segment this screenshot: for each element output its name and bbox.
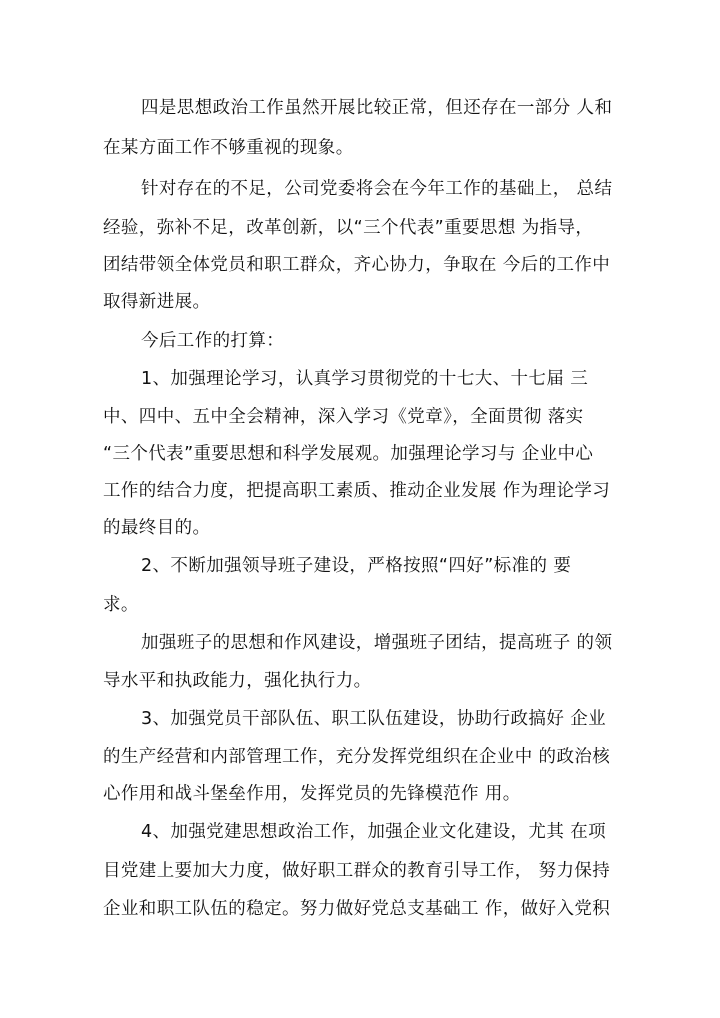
text-line: 四是思想政治工作虽然开展比较正常，但还存在一部分 人和 — [141, 98, 613, 118]
text-line: 的生产经营和内部管理工作，充分发挥党组织在企业中 的政治核 — [103, 747, 611, 767]
text-line: 2、不断加强领导班子建设，严格按照“四好”标准的 要 — [141, 556, 572, 576]
text-line: “三个代表”重要思想和科学发展观。加强理论学习与 企业中心 — [103, 444, 594, 464]
text-line: 求。 — [103, 595, 139, 615]
text-line: 4、加强党建思想政治工作，加强企业文化建设，尤其 在项 — [141, 822, 606, 842]
text-line: 1、加强理论学习，认真学习贯彻党的十七大、十七届 三 — [141, 369, 589, 389]
text-line: 工作的结合力度，把提高职工素质、推动企业发展 作为理论学习 — [103, 481, 611, 501]
text-line: 企业和职工队伍的稳定。努力做好党总支基础工 作，做好入党积 — [103, 899, 611, 919]
text-line: 经验，弥补不足，改革创新，以“三个代表”重要思想 为指导， — [103, 218, 594, 238]
text-line: 今后工作的打算： — [141, 331, 285, 351]
text-line: 针对存在的不足，公司党委将会在今年工作的基础上， 总结 — [141, 179, 613, 199]
text-line: 取得新进展。 — [103, 292, 211, 312]
text-line: 3、加强党员干部队伍、职工队伍建设，协助行政搞好 企业 — [141, 709, 606, 729]
text-line: 目党建上要加大力度，做好职工群众的教育引导工作， 努力保持 — [103, 861, 611, 881]
text-line: 的最终目的。 — [103, 518, 211, 538]
text-line: 团结带领全体党员和职工群众，齐心协力，争取在 今后的工作中 — [103, 255, 611, 275]
text-line: 加强班子的思想和作风建设，增强班子团结，提高班子 的领 — [141, 633, 613, 653]
text-line: 导水平和执政能力，强化执行力。 — [103, 671, 372, 691]
text-line: 中、四中、五中全会精神，深入学习《党章》，全面贯彻 落实 — [103, 407, 584, 427]
text-line: 心作用和战斗堡垒作用，发挥党员的先锋模范作 用。 — [103, 784, 521, 804]
text-line: 在某方面工作不够重视的现象。 — [103, 138, 354, 158]
